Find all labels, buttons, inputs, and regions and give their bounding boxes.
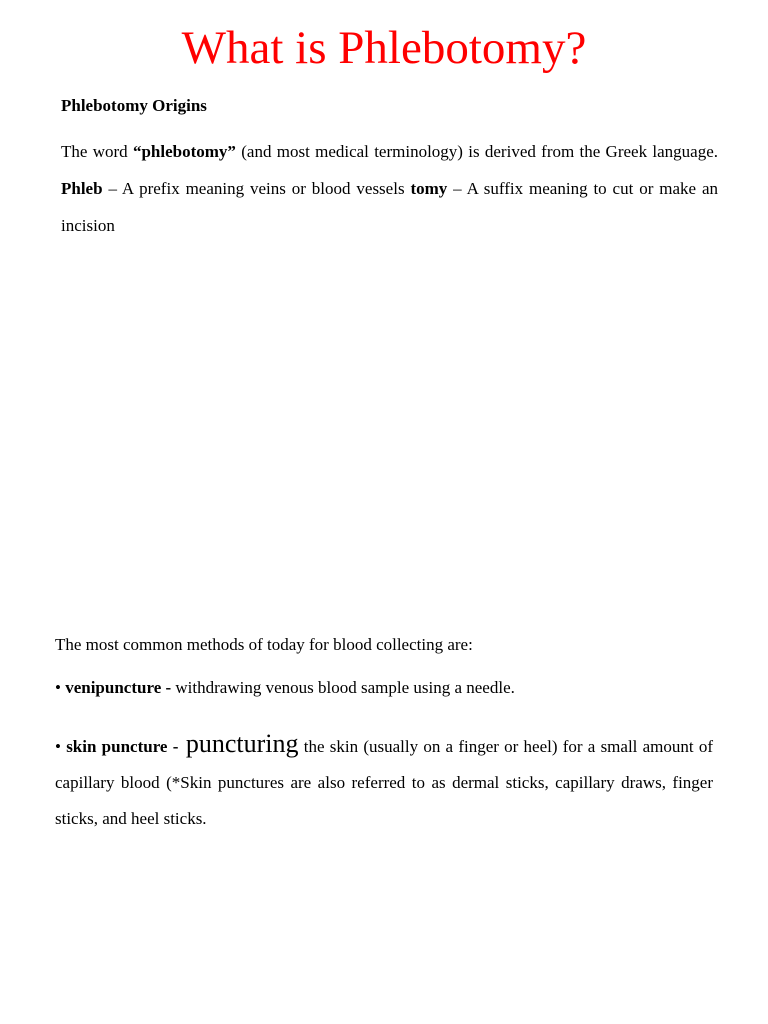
suffix-term: tomy <box>410 179 448 198</box>
page-title: What is Phlebotomy? <box>181 22 587 74</box>
method-description: withdrawing venous blood sample using a needle. <box>171 678 515 697</box>
origins-rest: (and most medical terminology) is derived from the Greek language. <box>235 142 718 161</box>
bullet-glyph: • <box>55 678 66 697</box>
method-item-skin-puncture <box>55 726 713 837</box>
method-term: skin puncture - <box>66 737 179 756</box>
section-heading: Phlebotomy Origins <box>61 96 207 115</box>
prefix-definition: – A prefix meaning veins or blood vessels <box>102 179 411 198</box>
method-term: venipuncture - <box>65 678 172 697</box>
method-description: the skin (usually on a finger or heel) for a small amount of capillary blood (*Skin punctures are also referred to as dermal sticks, capillary draws, finger sticks, and heel sticks. <box>55 737 714 828</box>
origins-lead: The word <box>61 142 133 161</box>
bullet-glyph: • <box>55 737 67 756</box>
methods-intro: The most common methods of today for blood collecting are: <box>55 635 473 654</box>
prefix-term: Phleb <box>61 179 103 198</box>
suffix-definition: – A suffix meaning to cut or make an incision <box>61 179 718 235</box>
emphasized-word: puncturing <box>178 729 299 758</box>
method-item-venipuncture <box>55 675 713 701</box>
origins-term: “phlebotomy” <box>132 142 236 161</box>
origins-paragraph <box>61 133 718 244</box>
